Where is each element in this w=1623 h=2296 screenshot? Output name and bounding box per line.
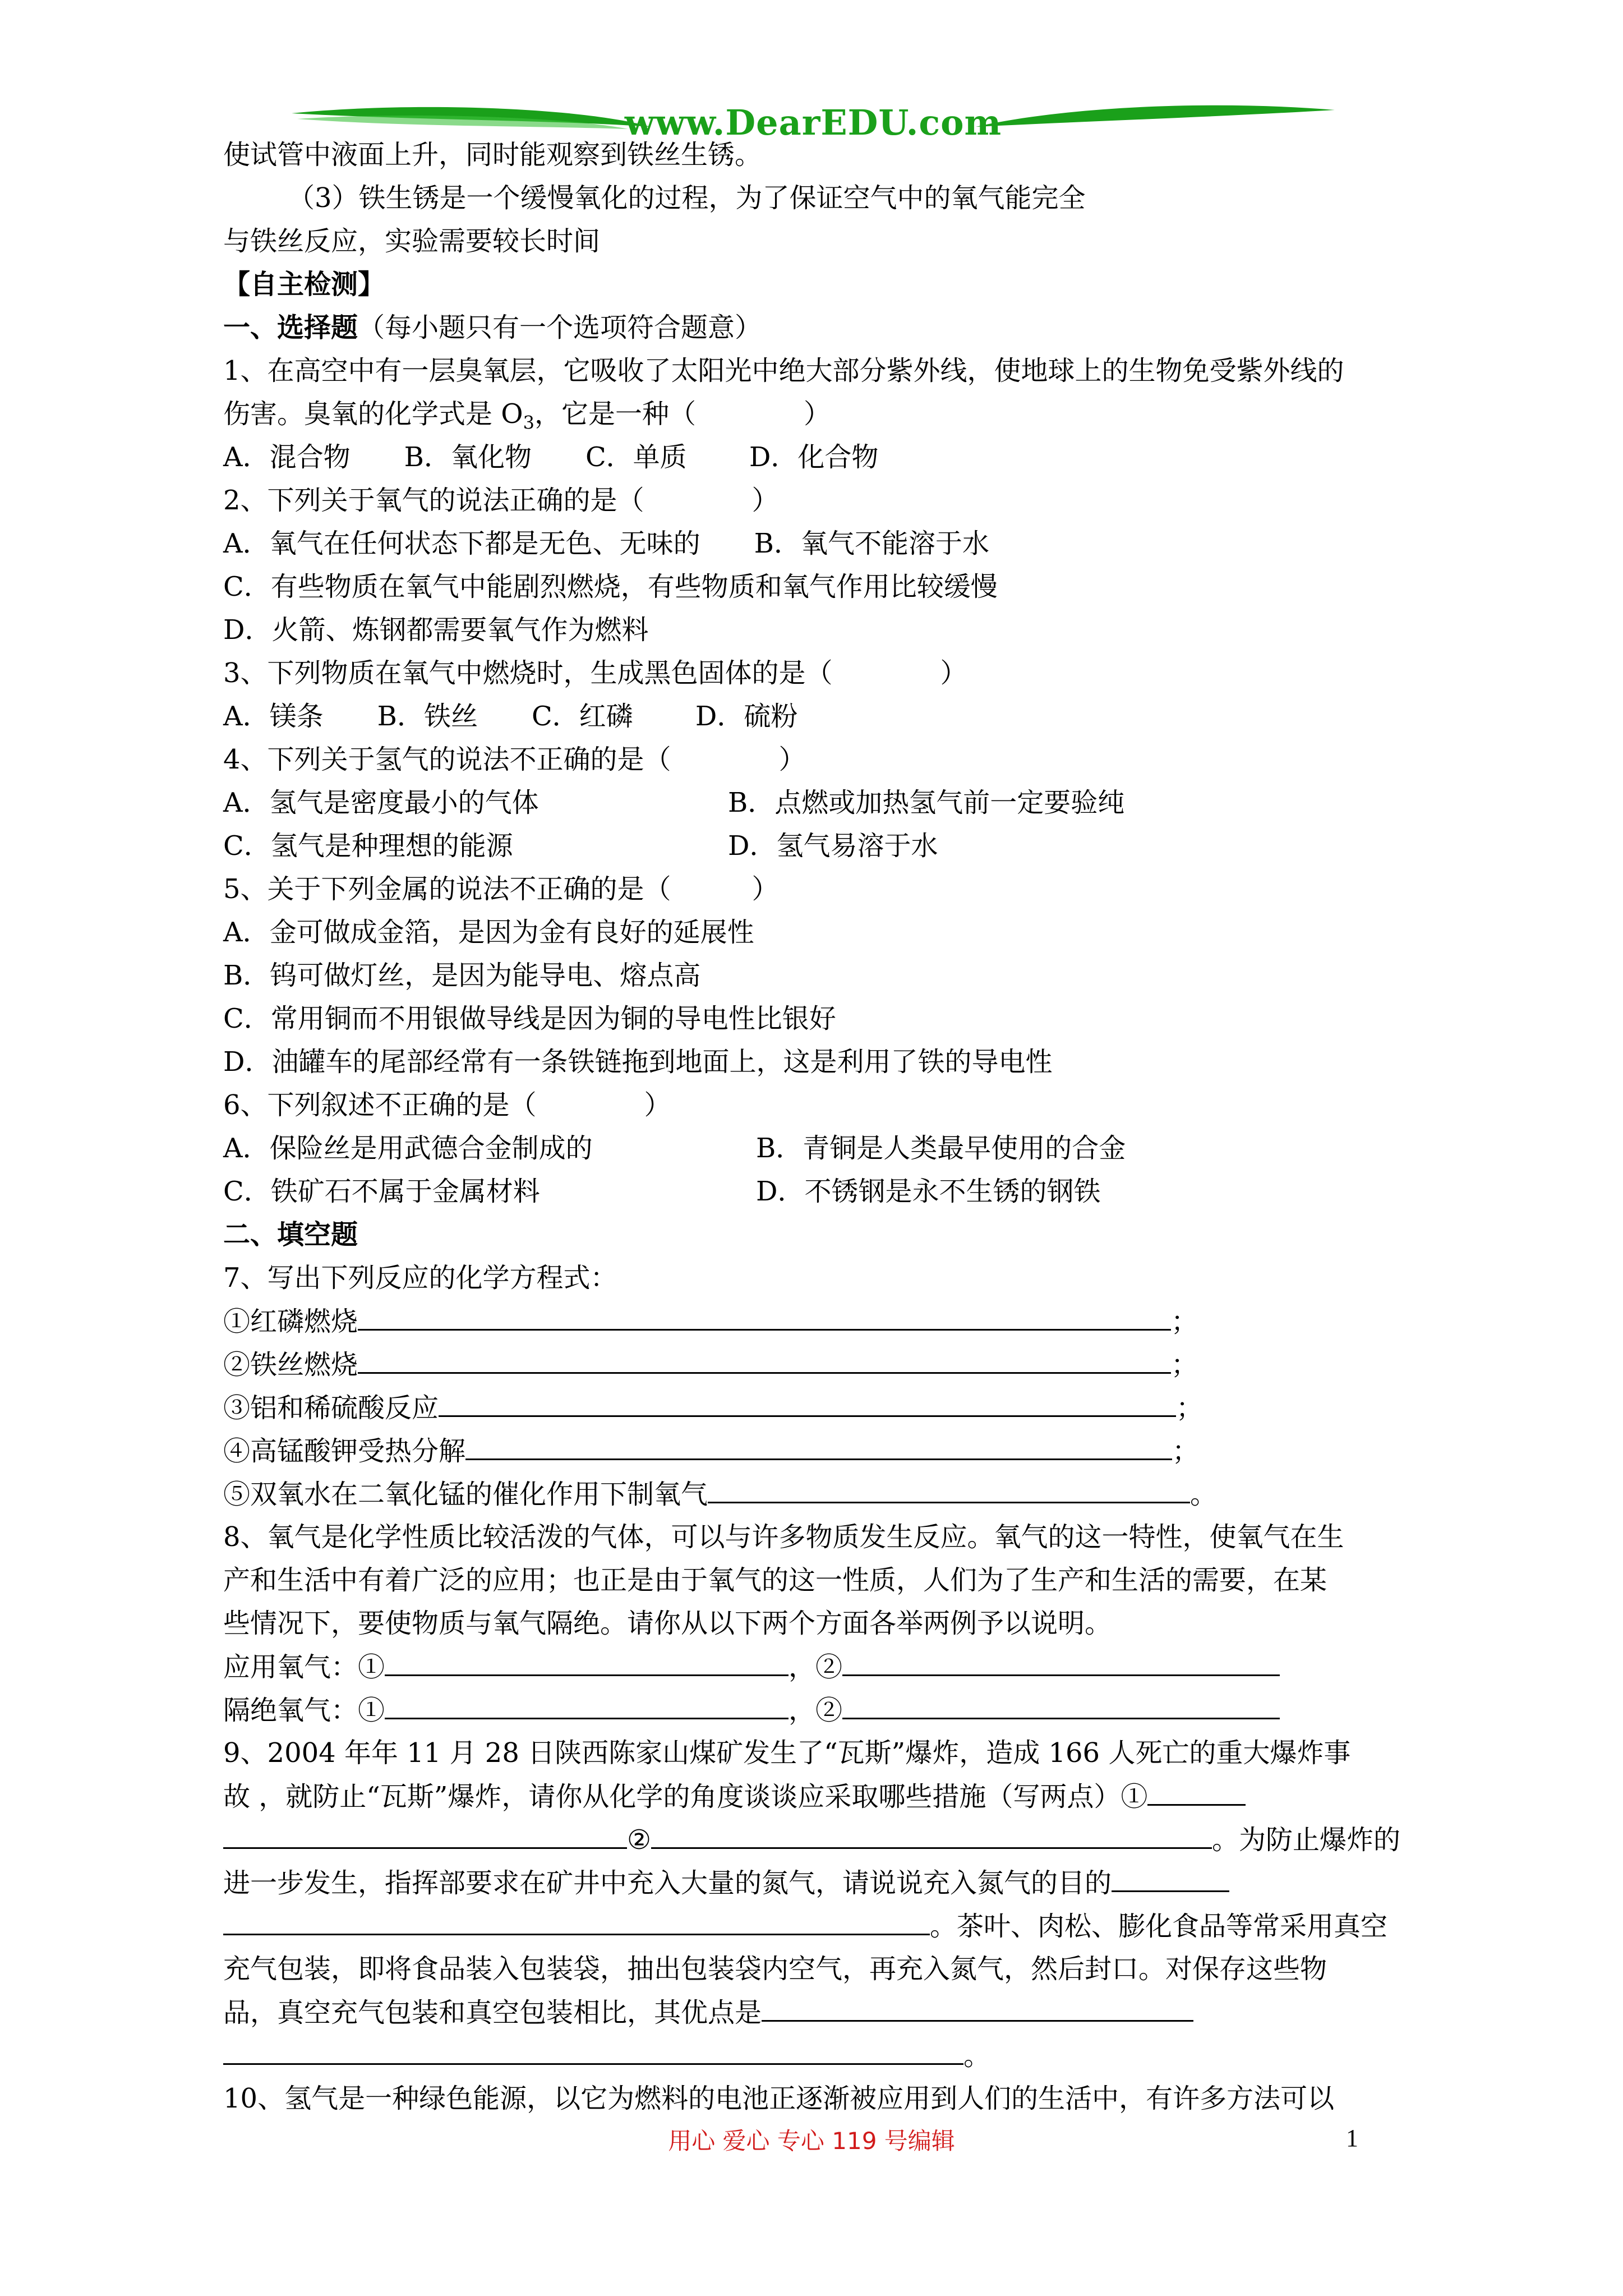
question-9-line-8 <box>223 2034 1435 2077</box>
question-4-options-ab <box>223 781 1435 825</box>
answer-blank[interactable] <box>842 1688 1280 1719</box>
separator: ，② <box>789 1651 843 1683</box>
question-text: 进一步发生，指挥部要求在矿井中充入大量的氮气，请说说充入氮气的目的 <box>223 1867 1112 1899</box>
question-6-options-cd <box>223 1170 1435 1213</box>
equation-label: ②铁丝燃烧 <box>223 1349 358 1381</box>
question-8-line-3: 些情况下，要使物质与氧气隔绝。请你从以下两个方面各举两例予以说明。 <box>223 1608 1112 1639</box>
equation-label: ③铝和稀硫酸反应 <box>223 1392 439 1424</box>
question-4-stem: 4、下列关于氢气的说法不正确的是（ ） <box>223 744 806 775</box>
question-text: 故 ，就防止“瓦斯”爆炸，请你从化学的角度谈谈应采取哪些措施（写两点）① <box>223 1781 1148 1812</box>
text-line: （3）铁生锈是一个缓慢氧化的过程，为了保证空气中的氧气能完全 <box>288 182 1086 214</box>
page-number: 1 <box>1346 2124 1358 2152</box>
question-2-option-ab: A．氧气在任何状态下都是无色、无味的 B．氧气不能溶于水 <box>223 528 989 559</box>
question-2-stem: 2、下列关于氧气的说法正确的是（ ） <box>223 485 779 516</box>
question-8-line-1: 8、氧气是化学性质比较活泼的气体，可以与许多物质发生反应。氧气的这一特性，使氧气在生 <box>223 1521 1344 1553</box>
question-text: 。 <box>963 2040 991 2072</box>
question-9-line-3 <box>223 1818 1435 1861</box>
answer-blank[interactable] <box>439 1386 1176 1417</box>
site-logo-text: www.DearEDU.com <box>624 102 1002 143</box>
option-c: C．氢气是种理想的能源 <box>223 830 513 862</box>
question-5-option-a: A．金可做成金箔，是因为金有良好的延展性 <box>223 917 754 948</box>
question-6-stem: 6、下列叙述不正确的是（ ） <box>223 1089 671 1121</box>
answer-blank[interactable] <box>708 1473 1190 1503</box>
apply-oxygen-line <box>223 1645 1435 1688</box>
question-4-options-cd <box>223 825 1435 868</box>
answer-blank[interactable] <box>223 1904 930 1935</box>
equation-line <box>223 1429 1435 1473</box>
option-c: C．铁矿石不属于金属材料 <box>223 1176 540 1207</box>
section-title: 一、选择题 <box>223 312 358 343</box>
question-text: 品，真空充气包装和真空包装相比，其优点是 <box>223 1997 762 2028</box>
question-1-line-1: 1、在高空中有一层臭氧层，它吸收了太阳光中绝大部分紫外线，使地球上的生物免受紫外线的 <box>223 355 1344 386</box>
text-line: 与铁丝反应，实验需要较长时间 <box>223 226 601 257</box>
section-note: （每小题只有一个选项符合题意） <box>358 312 762 343</box>
question-5-option-c: C．常用铜而不用银做导线是因为铜的导电性比银好 <box>223 1003 836 1034</box>
equation-line <box>223 1386 1435 1429</box>
question-9-line-4 <box>223 1861 1435 1904</box>
answer-blank[interactable] <box>385 1645 789 1676</box>
question-3-options: A．镁条 B．铁丝 C．红磷 D．硫粉 <box>223 701 798 732</box>
question-text: ，它是一种（ ） <box>534 398 831 430</box>
question-5-stem: 5、关于下列金属的说法不正确的是（ ） <box>223 873 779 905</box>
question-9-line-2 <box>223 1775 1435 1818</box>
separator: ，② <box>789 1695 843 1726</box>
worksheet-content <box>223 134 1435 2120</box>
question-9-line-1: 9、2004 年年 11 月 28 日陕西陈家山煤矿发生了“瓦斯”爆炸，造成 166 人死亡的重大爆炸事 <box>223 1737 1351 1769</box>
isolate-oxygen-line <box>223 1688 1435 1732</box>
question-7-stem: 7、写出下列反应的化学方程式： <box>223 1262 617 1294</box>
line-end-punct: 。 <box>1190 1479 1218 1510</box>
answer-blank[interactable] <box>842 1645 1280 1676</box>
section-heading: 【自主检测】 <box>223 269 385 300</box>
question-text: 伤害。臭氧的化学式是 O <box>223 398 523 430</box>
equation-label: ⑤双氧水在二氧化锰的催化作用下制氧气 <box>223 1479 708 1510</box>
apply-oxygen-label: 应用氧气：① <box>223 1651 385 1683</box>
question-text: 。茶叶、肉松、膨化食品等常采用真空 <box>930 1911 1388 1942</box>
subscript: 3 <box>523 412 534 434</box>
question-1-line-2 <box>223 393 1435 436</box>
line-end-punct: ； <box>1171 1349 1198 1381</box>
line-end-punct: ； <box>1171 1306 1198 1337</box>
line-end-punct: ； <box>1176 1392 1204 1424</box>
question-8-line-2: 产和生活中有着广泛的应用；也正是由于氧气的这一性质，人们为了生产和生活的需要，在某 <box>223 1565 1327 1596</box>
equation-label: ①红磷燃烧 <box>223 1306 358 1337</box>
answer-blank[interactable] <box>465 1429 1172 1460</box>
option-a: A．保险丝是用武德合金制成的 <box>223 1133 593 1164</box>
option-d: D．不锈钢是永不生锈的钢铁 <box>756 1176 1101 1207</box>
option-d: D．氢气易溶于水 <box>728 830 938 862</box>
section-heading-choice <box>223 306 1435 349</box>
question-9-line-7 <box>223 1991 1435 2034</box>
text-line: 使试管中液面上升，同时能观察到铁丝生锈。 <box>223 139 762 171</box>
equation-line <box>223 1473 1435 1516</box>
answer-blank[interactable] <box>358 1300 1171 1331</box>
question-9-line-5 <box>223 1904 1435 1948</box>
option-b: B．点燃或加热氢气前一定要验纯 <box>728 787 1125 818</box>
section-heading-fill: 二、填空题 <box>223 1219 358 1250</box>
option-a: A．氢气是密度最小的气体 <box>223 787 539 818</box>
question-1-options: A．混合物 B．氧化物 C．单质 D．化合物 <box>223 441 879 473</box>
question-6-options-ab <box>223 1127 1435 1170</box>
question-text: 。为防止爆炸的 <box>1212 1824 1401 1856</box>
question-10-line-1: 10、氢气是一种绿色能源，以它为燃料的电池正逐渐被应用到人们的生活中，有许多方法可以 <box>223 2083 1335 2114</box>
line-end-punct: ； <box>1172 1435 1200 1467</box>
question-text: ② <box>627 1824 652 1856</box>
question-5-option-b: B．钨可做灯丝，是因为能导电、熔点高 <box>223 960 701 991</box>
answer-blank[interactable] <box>358 1343 1171 1374</box>
question-9-line-6: 充气包装，即将食品装入包装袋，抽出包装袋内空气，再充入氮气，然后封口。对保存这些物 <box>223 1953 1327 1985</box>
equation-line <box>223 1300 1435 1343</box>
answer-blank[interactable] <box>223 2034 963 2065</box>
answer-blank[interactable] <box>651 1818 1212 1849</box>
answer-blank[interactable] <box>1147 1775 1246 1806</box>
equation-label: ④高锰酸钾受热分解 <box>223 1435 466 1467</box>
question-2-option-d: D．火箭、炼钢都需要氧气作为燃料 <box>223 614 649 646</box>
footer-text: 用心 爱心 专心 119 号编辑 <box>668 2127 955 2155</box>
option-b: B．青铜是人类最早使用的合金 <box>756 1133 1126 1164</box>
answer-blank[interactable] <box>385 1688 789 1719</box>
question-2-option-c: C．有些物质在氧气中能剧烈燃烧，有些物质和氧气作用比较缓慢 <box>223 571 998 602</box>
question-5-option-d: D．油罐车的尾部经常有一条铁链拖到地面上，这是利用了铁的导电性 <box>223 1046 1053 1078</box>
answer-blank[interactable] <box>223 1818 627 1849</box>
equation-line <box>223 1343 1435 1386</box>
question-3-stem: 3、下列物质在氧气中燃烧时，生成黑色固体的是（ ） <box>223 657 967 689</box>
answer-blank[interactable] <box>1112 1861 1229 1892</box>
isolate-oxygen-label: 隔绝氧气：① <box>223 1695 385 1726</box>
answer-blank[interactable] <box>762 1991 1193 2022</box>
